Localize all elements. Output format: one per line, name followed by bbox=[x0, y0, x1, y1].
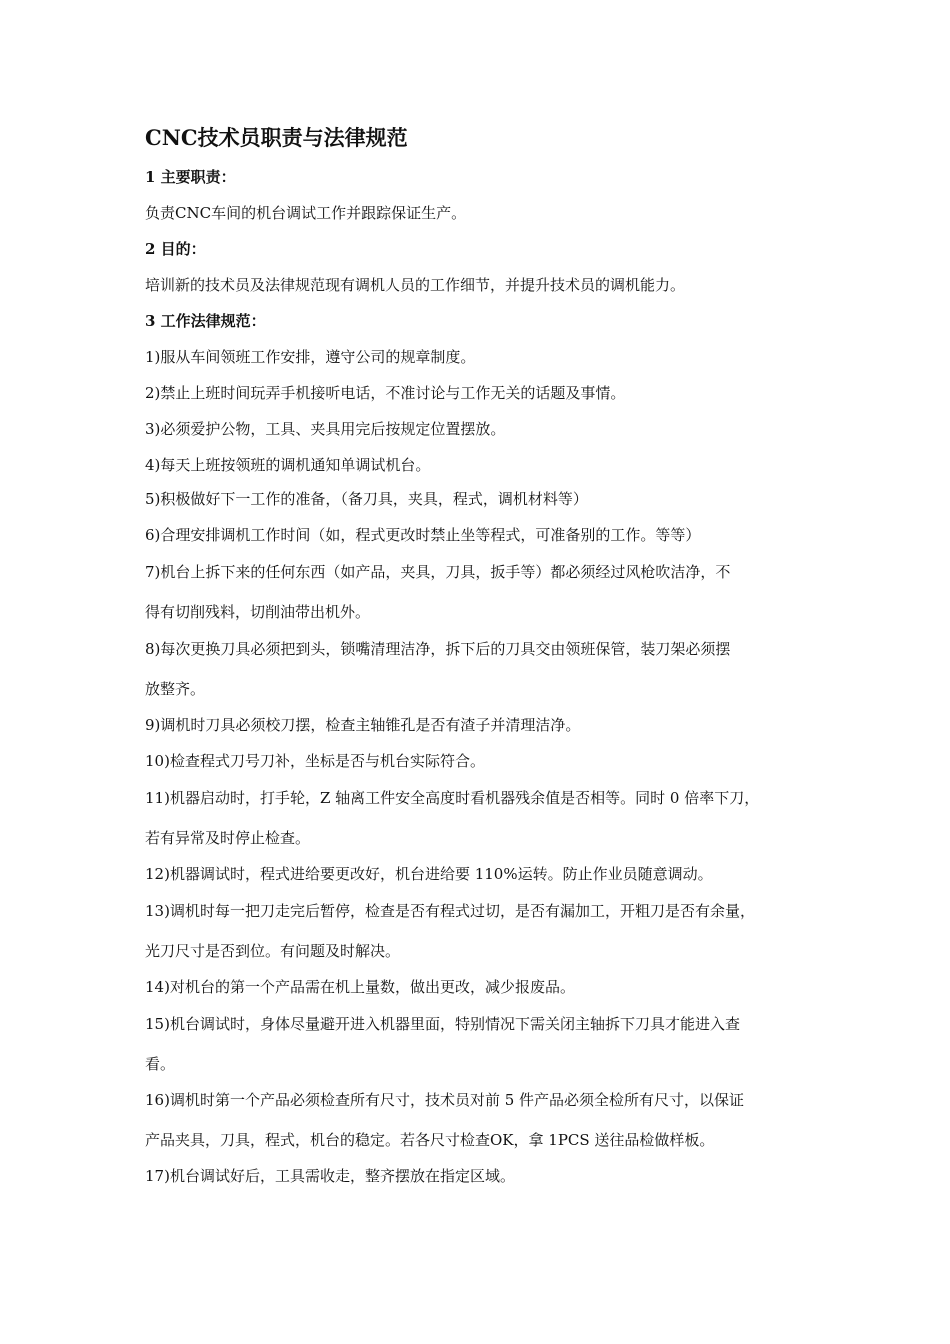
list-item: 13)调机时每一把刀走完后暂停，检查是否有程式过切，是否有漏加工，开粗刀是否有余量， bbox=[145, 902, 755, 920]
list-item: 4)每天上班按领班的调机通知单调试机台。 bbox=[145, 456, 431, 474]
list-item-continuation: 放整齐。 bbox=[145, 680, 206, 698]
list-item-continuation: 得有切削残料，切削油带出机外。 bbox=[145, 603, 371, 621]
list-item: 17)机台调试好后，工具需收走，整齐摆放在指定区域。 bbox=[145, 1167, 515, 1185]
list-item: 10)检查程式刀号刀补，坐标是否与机台实际符合。 bbox=[145, 752, 485, 770]
list-item: 5)积极做好下一工作的准备，（备刀具，夹具，程式，调机材料等） bbox=[145, 490, 588, 508]
list-item: 2)禁止上班时间玩弄手机接听电话，不准讨论与工作无关的话题及事情。 bbox=[145, 384, 626, 402]
section-3-heading: 3 工作法律规范： bbox=[145, 312, 266, 330]
list-item: 9)调机时刀具必须校刀摆，检查主轴锥孔是否有渣子并清理洁净。 bbox=[145, 716, 581, 734]
list-item: 1)服从车间领班工作安排，遵守公司的规章制度。 bbox=[145, 348, 476, 366]
list-item-continuation: 光刀尺寸是否到位。有问题及时解决。 bbox=[145, 942, 401, 960]
list-item: 3)必须爱护公物，工具、夹具用完后按规定位置摆放。 bbox=[145, 420, 506, 438]
section-2-heading: 2 目的： bbox=[145, 240, 206, 258]
list-item: 8)每次更换刀具必须把到头，锁嘴清理洁净，拆下后的刀具交由领班保管，装刀架必须摆 bbox=[145, 640, 731, 658]
list-item-continuation: 看。 bbox=[145, 1055, 176, 1073]
section-1-body: 负责CNC车间的机台调试工作并跟踪保证生产。 bbox=[145, 204, 467, 222]
list-item-continuation: 若有异常及时停止检查。 bbox=[145, 829, 311, 847]
list-item: 16)调机时第一个产品必须检查所有尺寸，技术员对前 5 件产品必须全检所有尺寸，以保证 bbox=[145, 1091, 745, 1109]
document-title: CNC技术员职责与法律规范 bbox=[145, 125, 408, 150]
list-item: 7)机台上拆下来的任何东西（如产品，夹具，刀具，扳手等）都必须经过风枪吹洁净，不 bbox=[145, 563, 731, 581]
section-1-heading: 1 主要职责： bbox=[145, 168, 236, 186]
list-item: 14)对机台的第一个产品需在机上量数，做出更改，减少报废品。 bbox=[145, 978, 575, 996]
list-item: 11)机器启动时，打手轮，Z 轴离工件安全高度时看机器残余值是否相等。同时 0 倍率下刀， bbox=[145, 789, 760, 807]
list-item: 6)合理安排调机工作时间（如，程式更改时禁止坐等程式，可准备别的工作。等等） bbox=[145, 526, 701, 544]
list-item-continuation: 产品夹具，刀具，程式，机台的稳定。若各尺寸检查OK，拿 1PCS 送往品检做样板。 bbox=[145, 1131, 715, 1149]
list-item: 15)机台调试时，身体尽量避开进入机器里面，特别情况下需关闭主轴拆下刀具才能进入查 bbox=[145, 1015, 740, 1033]
section-2-body: 培训新的技术员及法律规范现有调机人员的工作细节，并提升技术员的调机能力。 bbox=[145, 276, 686, 294]
list-item: 12)机器调试时，程式进给要更改好，机台进给要 110%运转。防止作业员随意调动。 bbox=[145, 865, 713, 883]
